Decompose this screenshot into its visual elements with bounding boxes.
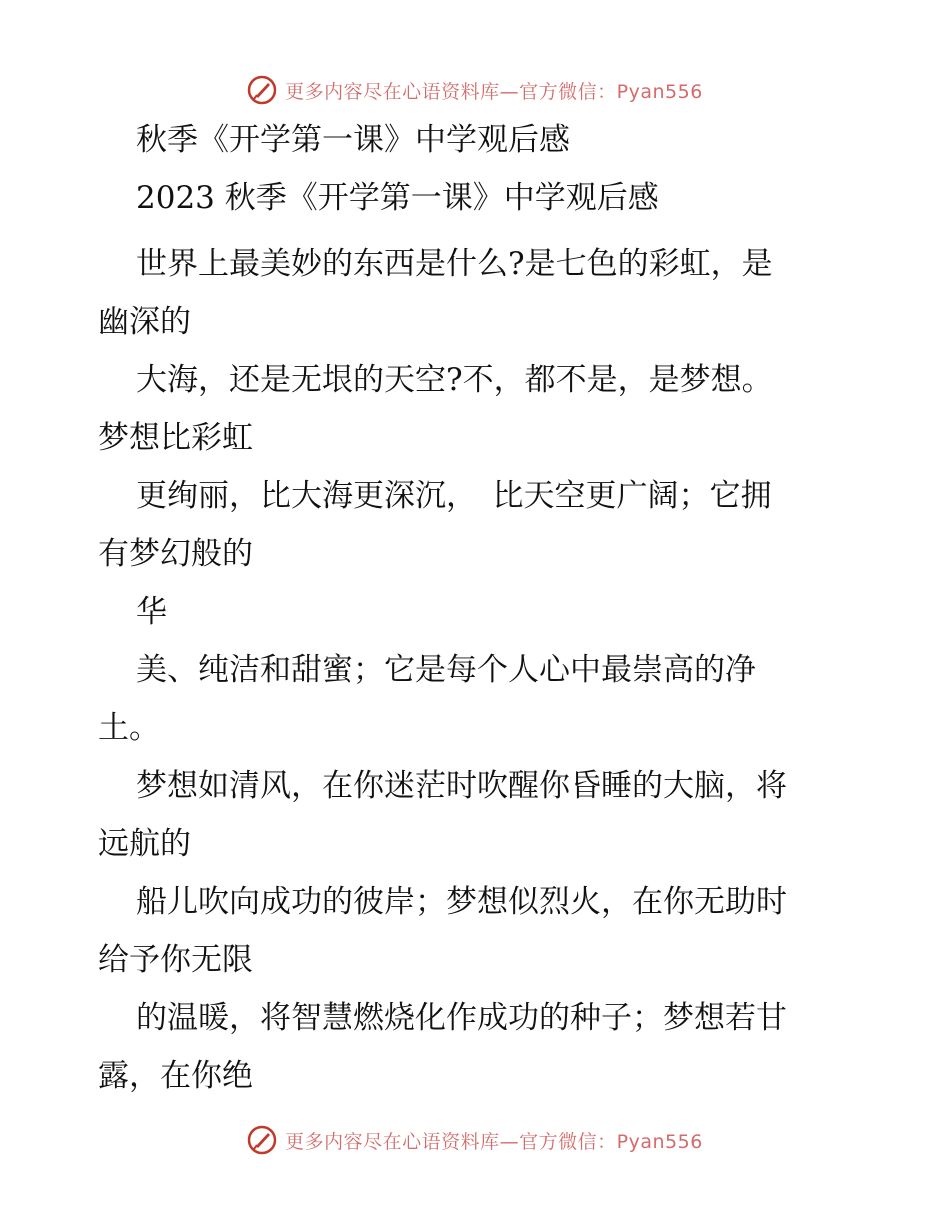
paragraph-line: 美、纯洁和甜蜜；它是每个人心中最崇高的净 — [136, 652, 756, 688]
paragraph-line: 世界上最美妙的东西是什么?是七色的彩虹，是 — [136, 246, 773, 282]
quill-seal-icon — [247, 1125, 277, 1155]
paragraph-line: 梦想如清风，在你迷茫时吹醒你昏睡的大脑，将 — [136, 768, 787, 804]
footer-banner-text: 更多内容尽在心语资料库—官方微信：Pyan556 — [285, 1130, 703, 1153]
paragraph-line: 远航的 — [98, 826, 191, 862]
paragraph-line: 船儿吹向成功的彼岸；梦想似烈火，在你无助时 — [136, 884, 787, 920]
footer-banner — [0, 1122, 950, 1158]
header-banner-text: 更多内容尽在心语资料库—官方微信：Pyan556 — [285, 80, 703, 103]
paragraph-line: 更绚丽，比大海更深沉， 比天空更广阔；它拥 — [136, 478, 772, 514]
paragraph-line: 的温暖，将智慧燃烧化作成功的种子；梦想若甘 — [136, 1000, 787, 1036]
paragraph-line: 大海，还是无垠的天空?不，都不是，是梦想。 — [136, 362, 773, 398]
header-banner — [0, 72, 950, 108]
paragraph-line: 有梦幻般的 — [98, 536, 253, 572]
paragraph-line: 幽深的 — [98, 304, 191, 340]
doc-subtitle: 2023 秋季《开学第一课》中学观后感 — [136, 180, 659, 216]
paragraph-line: 给予你无限 — [98, 942, 253, 978]
paragraph-line: 华 — [136, 594, 167, 630]
paragraph-line: 露，在你绝 — [98, 1058, 253, 1094]
paragraph-line: 土。 — [98, 710, 160, 746]
paragraph-line: 梦想比彩虹 — [98, 420, 253, 456]
doc-title: 秋季《开学第一课》中学观后感 — [136, 122, 570, 158]
quill-seal-icon — [247, 75, 277, 105]
